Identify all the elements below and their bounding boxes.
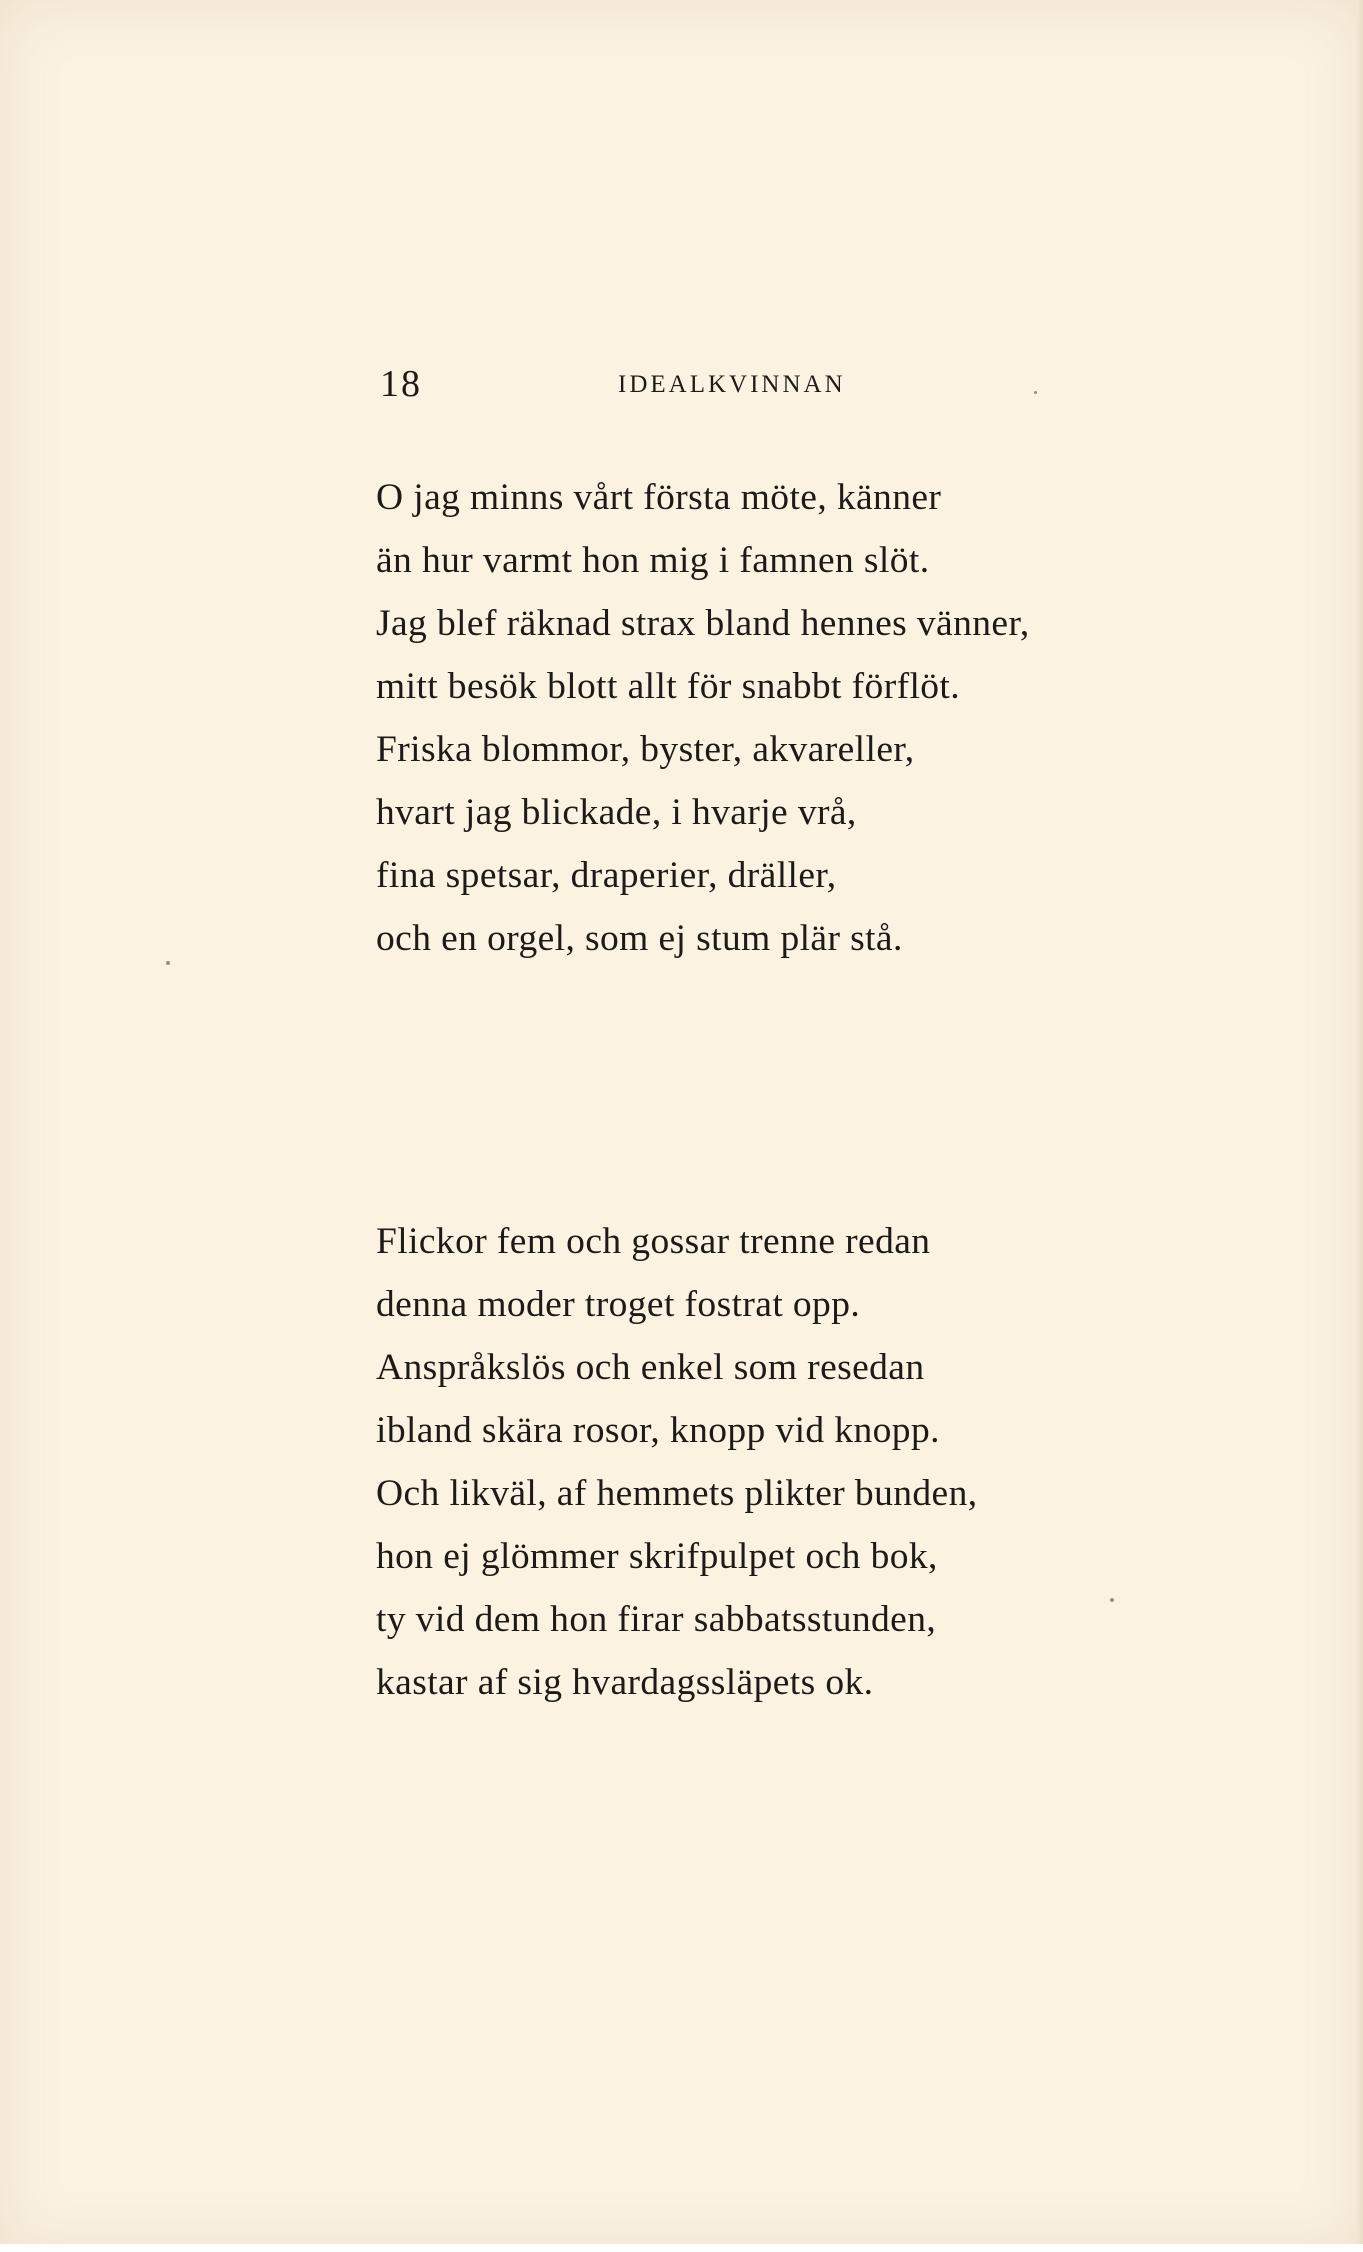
verse-line: O jag minns vårt första möte, känner — [376, 477, 942, 518]
verse-line: Jag blef räknad strax bland hennes vänner, — [376, 603, 1030, 644]
verse-line: än hur varmt hon mig i famnen slöt. — [376, 540, 930, 581]
verse-line: denna moder troget fostrat opp. — [376, 1284, 861, 1325]
page-edge — [1357, 0, 1363, 2252]
verse-line: fina spetsar, draperier, dräller, — [376, 855, 837, 896]
stanza-2 — [376, 1210, 1176, 1714]
page-number: 18 — [380, 363, 422, 405]
verse-line: hon ej glömmer skrifpulpet och bok, — [376, 1536, 938, 1577]
running-title: IDEALKVINNAN — [618, 371, 846, 398]
verse-line: Flickor fem och gossar trenne redan — [376, 1221, 931, 1262]
paper-speck — [1034, 391, 1037, 394]
verse-line: ty vid dem hon firar sabbatsstunden, — [376, 1599, 937, 1640]
verse-line: mitt besök blott allt för snabbt förflöt. — [376, 666, 961, 707]
stanza-1 — [376, 466, 1176, 970]
running-head — [380, 362, 900, 418]
verse-line: hvart jag blickade, i hvarje vrå, — [376, 792, 857, 833]
verse-line: Och likväl, af hemmets plikter bunden, — [376, 1473, 978, 1514]
verse-line: ibland skära rosor, knopp vid knopp. — [376, 1410, 940, 1451]
verse-line: Friska blommor, byster, akvareller, — [376, 729, 915, 770]
verse-line: Anspråkslös och enkel som resedan — [376, 1347, 925, 1388]
verse-line: kastar af sig hvardagssläpets ok. — [376, 1662, 874, 1703]
paper-speck — [166, 961, 170, 965]
verse-line: och en orgel, som ej stum plär stå. — [376, 918, 903, 959]
scan-margin — [0, 2244, 1363, 2252]
